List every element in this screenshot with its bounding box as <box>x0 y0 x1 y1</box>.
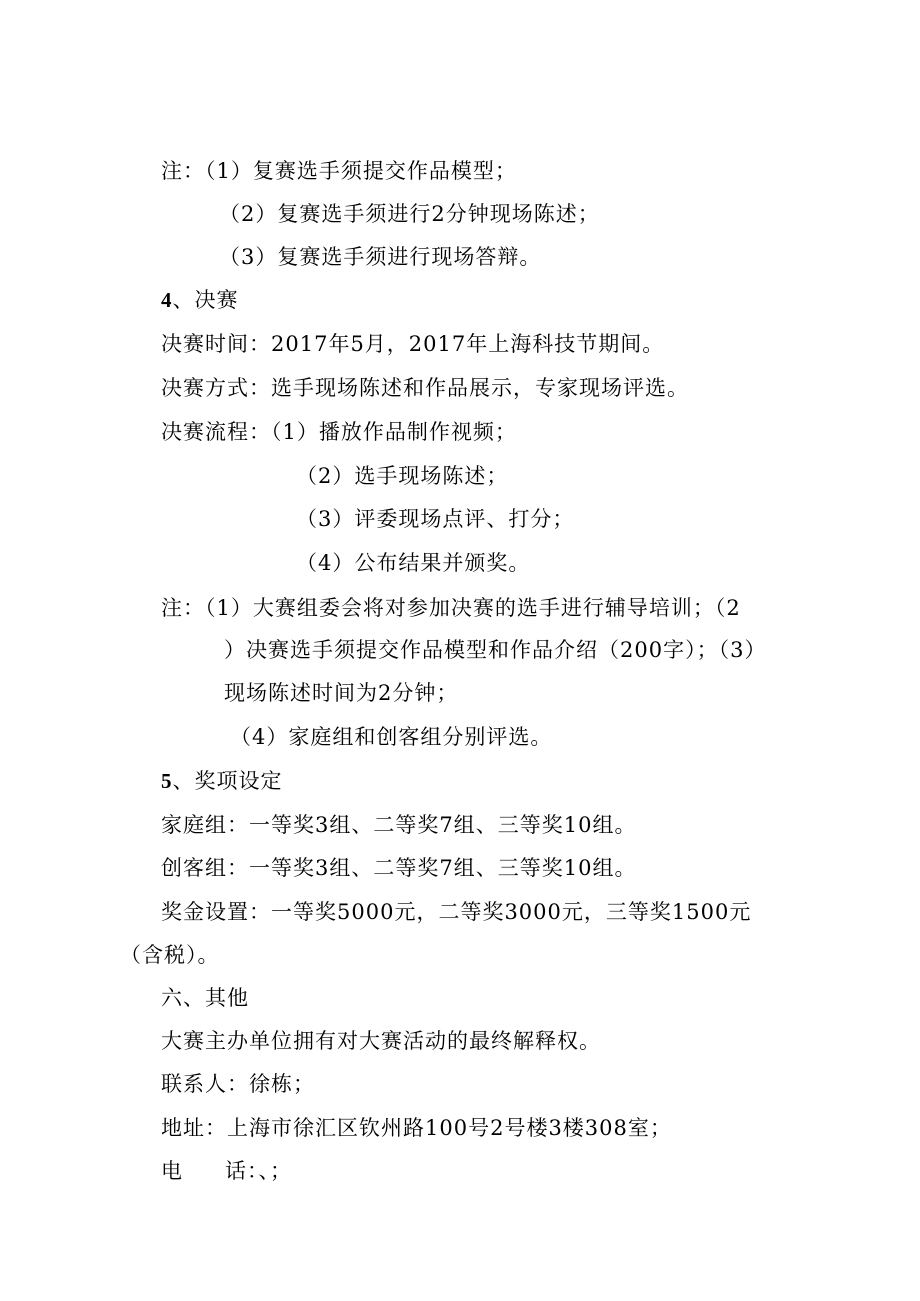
final-note-2: ）决赛选手须提交作品模型和作品介绍（200字）；（3） <box>224 638 767 662</box>
final-heading-number: 4 <box>161 288 173 312</box>
other-address: 地址：上海市徐汇区钦州路100号2号楼3楼308室； <box>161 1116 672 1140</box>
awards-family: 家庭组：一等奖3组、二等奖7组、三等奖10组。 <box>161 813 637 837</box>
awards-prize-2: （含税）。 <box>120 943 220 967</box>
other-contact: 联系人：徐栋； <box>161 1072 315 1096</box>
final-process-3: （3）评委现场点评、打分； <box>296 507 575 531</box>
other-rights: 大赛主办单位拥有对大赛活动的最终解释权。 <box>161 1029 601 1053</box>
awards-heading-number: 5 <box>161 769 173 793</box>
semi-note-2: （2）复赛选手须进行2分钟现场陈述； <box>219 202 600 226</box>
final-time: 决赛时间：2017年5月，2017年上海科技节期间。 <box>161 332 665 356</box>
final-process-2: （2）选手现场陈述； <box>296 464 509 488</box>
final-method: 决赛方式：选手现场陈述和作品展示，专家现场评选。 <box>161 376 689 400</box>
semi-note-3: （3）复赛选手须进行现场答辩。 <box>219 245 542 269</box>
final-heading-text: 、决赛 <box>172 288 239 312</box>
final-note-1: 注：（1）大赛组委会将对参加决赛的选手进行辅导培训；（2 <box>161 596 741 620</box>
awards-maker: 创客组：一等奖3组、二等奖7组、三等奖10组。 <box>161 856 637 880</box>
awards-prize-1: 奖金设置：一等奖5000元，二等奖3000元，三等奖1500元 <box>161 900 752 924</box>
semi-note-1: 注：（1）复赛选手须提交作品模型； <box>161 159 517 183</box>
final-note-3: 现场陈述时间为2分钟； <box>224 681 459 705</box>
phone-label-rest: 话：、； <box>225 1159 292 1183</box>
other-heading: 六、其他 <box>161 986 249 1010</box>
phone-label-char-1: 电 <box>161 1159 183 1183</box>
final-heading <box>161 286 239 314</box>
final-process-4: （4）公布结果并颁奖。 <box>296 551 531 575</box>
final-process-1: 决赛流程：（1）播放作品制作视频； <box>161 420 517 444</box>
other-phone <box>161 1157 292 1185</box>
awards-heading <box>161 767 283 795</box>
awards-heading-text: 、奖项设定 <box>172 769 283 793</box>
final-note-4: （4）家庭组和创客组分别评选。 <box>230 725 553 749</box>
